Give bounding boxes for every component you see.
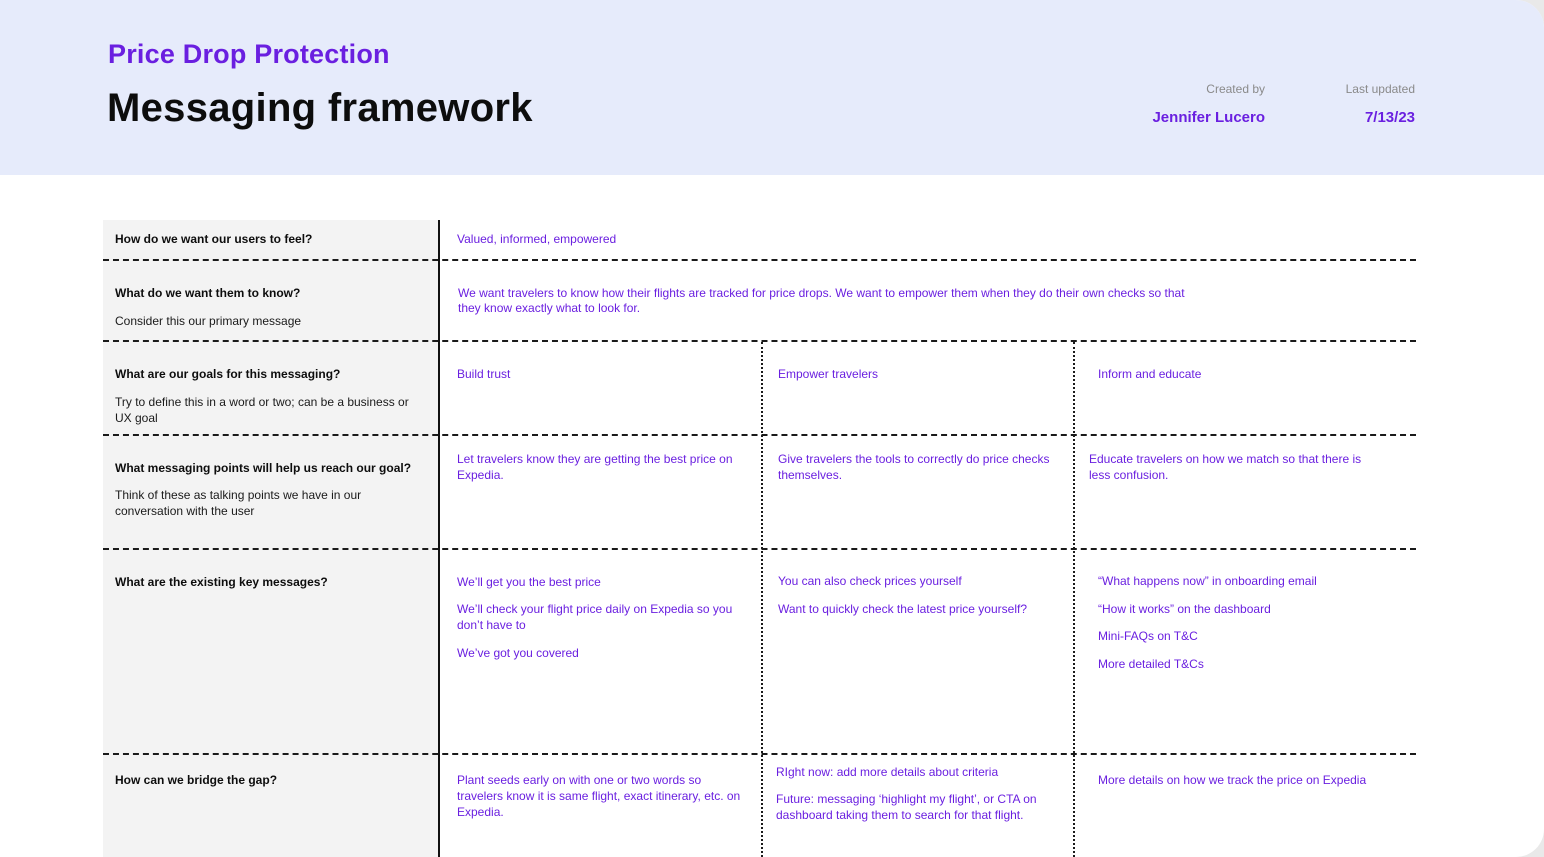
goal-build-trust: Build trust: [457, 367, 511, 381]
project-subtitle: Price Drop Protection: [108, 39, 390, 69]
point-price-checks: Give travelers the tools to correctly do price checks themselves.: [778, 452, 1050, 482]
existing-message: Want to quickly check the latest price yourself?: [778, 602, 1027, 616]
existing-message: “How it works” on the dashboard: [1098, 602, 1271, 616]
row-question-bridge: How can we bridge the gap?: [115, 773, 278, 787]
existing-message: More detailed T&Cs: [1098, 657, 1204, 671]
point-best-price: Let travelers know they are getting the best price on Expedia.: [457, 452, 733, 482]
bridge-track-price: More details on how we track the price on Expedia: [1098, 773, 1367, 787]
answer-know-line1: We want travelers to know how their flights are tracked for price drops. We want to empower them when they do their own checks so that: [458, 286, 1185, 300]
existing-message: Mini-FAQs on T&C: [1098, 629, 1198, 643]
answer-know-line2: they know exactly what to look for.: [458, 301, 641, 315]
row-divider: [103, 259, 1416, 261]
row-divider: [103, 753, 1416, 755]
goal-empower-travelers: Empower travelers: [778, 367, 879, 381]
page-title: Messaging framework: [107, 86, 533, 130]
bridge-plant-seeds: Plant seeds early on with one or two words so travelers know it is same flight, exact itinerary, etc. on Expedia.: [457, 773, 741, 819]
header-banner: [0, 0, 1544, 175]
row-note-goals: Try to define this in a word or two; can be a business or UX goal: [115, 395, 409, 425]
row-question-existing: What are the existing key messages?: [115, 575, 328, 589]
row-note-know: Consider this our primary message: [115, 314, 302, 328]
last-updated-value: 7/13/23: [1364, 109, 1415, 126]
goal-inform-educate: Inform and educate: [1098, 367, 1202, 381]
question-column-divider: [438, 220, 440, 857]
row-note-points: Think of these as talking points we have in our conversation with the user: [115, 488, 362, 518]
existing-message: You can also check prices yourself: [778, 574, 962, 588]
column-divider: [1073, 342, 1075, 857]
answer-feel: Valued, informed, empowered: [457, 232, 617, 246]
last-updated-label: Last updated: [1345, 82, 1415, 96]
bridge-future: Future: messaging ‘highlight my flight’, or CTA on dashboard taking them to search for that flight.: [776, 792, 1037, 822]
existing-message: “What happens now” in onboarding email: [1098, 574, 1317, 588]
row-divider: [103, 548, 1416, 550]
point-educate: Educate travelers on how we match so that there is less confusion.: [1089, 452, 1362, 482]
column-divider: [761, 342, 763, 857]
row-question-goals: What are our goals for this messaging?: [115, 367, 341, 381]
created-by-label: Created by: [1206, 82, 1265, 96]
existing-message: We’ve got you covered: [457, 646, 579, 660]
existing-message: We’ll check your flight price daily on Expedia so you don’t have to: [457, 602, 733, 632]
existing-message: We’ll get you the best price: [457, 575, 601, 589]
bridge-right-now: RIght now: add more details about criteria: [776, 765, 999, 779]
row-question-feel: How do we want our users to feel?: [115, 232, 313, 246]
row-divider: [103, 340, 1416, 342]
row-divider: [103, 434, 1416, 436]
row-question-points: What messaging points will help us reach our goal?: [115, 461, 412, 475]
created-by-value: Jennifer Lucero: [1152, 109, 1265, 126]
row-question-know: What do we want them to know?: [115, 286, 301, 300]
